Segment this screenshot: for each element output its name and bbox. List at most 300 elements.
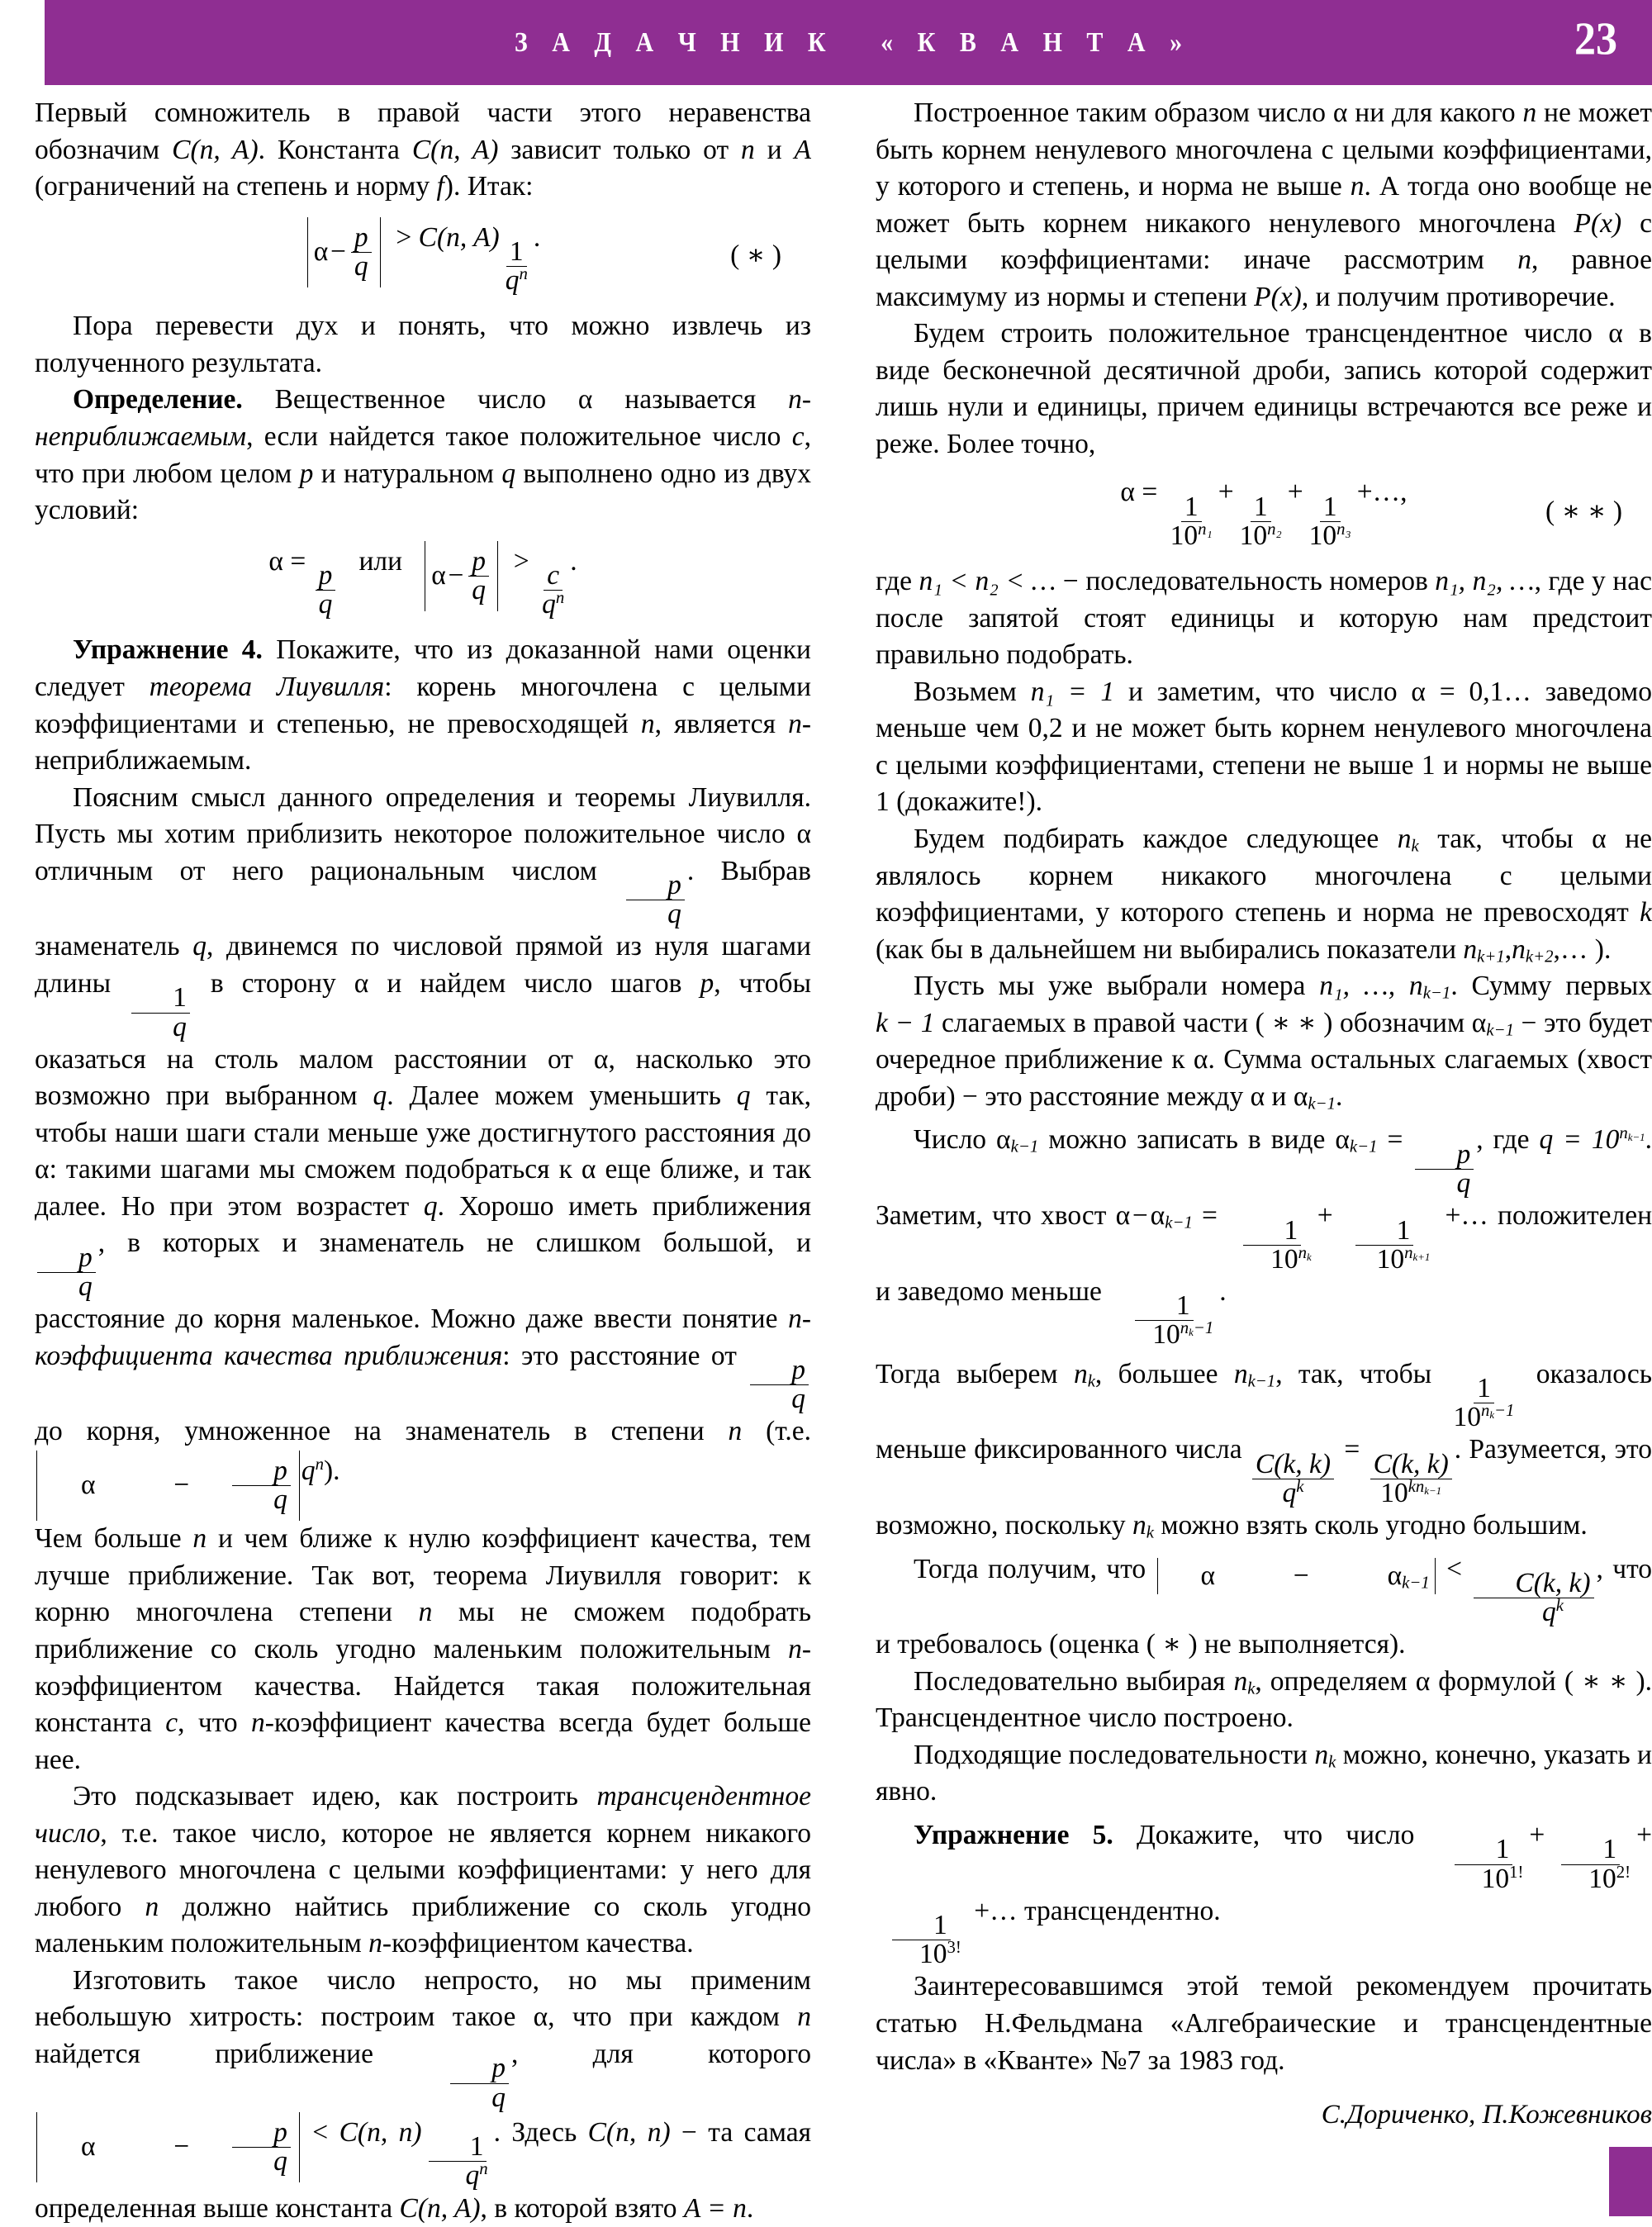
text-run: , большее (1094, 1358, 1234, 1389)
paragraph-take-n1 (876, 674, 1652, 821)
paragraph-catch-breath: Пора перевести дух и понять, что можно извлечь из полученного результата. (35, 311, 811, 378)
math-var-n: n (192, 1523, 207, 1555)
math-nk (1398, 824, 1419, 854)
text-run: Число (914, 1124, 997, 1156)
denominator: q (173, 1011, 187, 1042)
math-alpha-k-minus-1 (1335, 1124, 1377, 1155)
math-equals: = (290, 545, 306, 577)
math-var-q: q (373, 1080, 387, 1112)
paragraph-larger-n (35, 1521, 811, 1778)
text-run: . (1336, 1080, 1343, 1112)
math-sequence-list: n₁, n₂, … (1435, 566, 1535, 597)
den-base: 10 (1481, 1863, 1510, 1894)
math-alpha: α (1115, 1200, 1131, 1232)
math-alpha: α (1193, 1044, 1208, 1076)
exponent-subscript: k−1 (1627, 1132, 1645, 1144)
text-run: выполнено одно из двух условий: (35, 458, 812, 526)
numerator: C(k, k) (1252, 1451, 1334, 1479)
text-run: . А тогда оно вообще не может быть корнем никакого ненулевого многочлена (876, 171, 1652, 239)
exp-base: n (1180, 1318, 1189, 1338)
numerator: p (232, 2119, 291, 2148)
math-var-n: n (368, 1928, 382, 1959)
denominator: q (318, 589, 333, 620)
den-exponent: n₂ (1267, 519, 1282, 539)
paragraph-write-alpha-k (876, 1122, 1652, 1349)
text-run: так, чтобы (1418, 824, 1593, 855)
numerator: 1 (429, 2133, 487, 2162)
den-exponent (1298, 1243, 1312, 1262)
paragraph-build-decimal (876, 316, 1652, 463)
math-var-n: n (728, 1416, 743, 1447)
math-minus: − (448, 560, 464, 591)
text-run: − это будет очередное приближение к (876, 1007, 1652, 1076)
base: n (1314, 1739, 1329, 1770)
term-quality-coefficient: n-коэффициента качества приближения (35, 1303, 811, 1371)
denominator: q (667, 899, 681, 930)
spacer (876, 1350, 1652, 1356)
fraction-one-over-10nk-minus-1 (1450, 1372, 1517, 1433)
base: n (1233, 1358, 1248, 1389)
den-base: 10 (1170, 520, 1199, 552)
numerator: 1 (131, 984, 190, 1013)
text-run: и натуральном (313, 458, 502, 489)
math-equals: = (1202, 1200, 1218, 1232)
den-exponent (1481, 1401, 1515, 1420)
subscript: k (1328, 1752, 1336, 1772)
math-nk-plus-2 (1512, 934, 1553, 965)
den-exponent: n₃ (1336, 519, 1351, 539)
text-run: не выполняется). (1197, 1629, 1406, 1660)
text-run: и чем ближе к нулю коэффициент качества, тем лучше приближение. Так вот, теорема Лиувилля говорит: к корню многочлена степени (35, 1523, 811, 1628)
text-run: Будем подбирать каждое следующее (914, 824, 1398, 855)
abs-value-group (307, 217, 381, 287)
exp-minus-one: −1 (1494, 1400, 1515, 1420)
math-const-cna: C(n, A) (411, 134, 499, 165)
text-run: -коэффициентом качества. (382, 1928, 694, 1959)
base: n (1132, 1509, 1146, 1541)
text-run: . Здесь (493, 2116, 588, 2148)
numerator: p (468, 548, 489, 577)
math-const-cna: C(n, A) (172, 134, 259, 165)
math-var-n: n (1522, 97, 1537, 128)
denominator: q (273, 1484, 287, 1516)
paragraph-exercise-5 (876, 1817, 1652, 1968)
base: n₁, …, n (1319, 971, 1423, 1002)
base: n (1073, 1358, 1088, 1389)
base: n (1397, 824, 1412, 855)
equation-two-conditions-body (268, 545, 577, 620)
den-exponent: k (1555, 1595, 1564, 1615)
math-var-n: n (788, 708, 802, 739)
text-run: Изготовить такое число непросто, но мы применим небольшую хитрость: построим такое (35, 1964, 811, 2033)
text-run: в виде бесконечной десятичной дроби, запись которой содержит лишь нули и единицы, причем единицы встречаются все реже и реже. Более точно, (876, 318, 1652, 459)
math-alpha: α (577, 384, 593, 415)
text-run: : корень многочлена с целыми коэффициентами и степенью, не превосходящей (35, 671, 812, 739)
fraction-p-over-q (1415, 1138, 1474, 1199)
math-period: . (533, 221, 541, 253)
fraction-p-over-q (468, 545, 489, 605)
den-exponent: 1! (1509, 1862, 1524, 1882)
text-run: должно найтись приближение со сколь угодно маленьким положительным (35, 1891, 811, 1959)
text-run: , является (654, 708, 789, 739)
math-or-word: или (358, 545, 403, 577)
denominator: q (1456, 1167, 1471, 1199)
fraction-one-over-10n3 (1306, 493, 1355, 550)
text-run: ,… ). (1553, 933, 1612, 965)
paragraph-choose-nk (876, 1356, 1652, 1545)
text-run: в сторону (192, 967, 354, 999)
math-poly-px: P(x) (1574, 207, 1622, 239)
subscript: k−1 (1349, 1137, 1378, 1156)
text-run: , равное максимуму из нормы и степени (876, 245, 1652, 312)
fraction-one-over-10-1fact (1441, 1835, 1527, 1892)
subscript: k−1 (1165, 1213, 1193, 1232)
math-alpha-k-minus-1 (996, 1124, 1038, 1155)
math-alpha: α (1200, 1560, 1216, 1591)
text-run: и заметим, что число (1114, 676, 1412, 707)
abs-value-group (36, 2112, 300, 2182)
paragraph-explanation (35, 780, 811, 1522)
math-alpha-k-minus-1 (1350, 1558, 1430, 1595)
base: n (1512, 933, 1526, 965)
term-n-nepriblizhaemym: n-неприближаемым (35, 384, 811, 453)
math-greater: > (513, 545, 529, 577)
text-run: Построенное таким образом число (914, 97, 1333, 128)
numerator: p (450, 2054, 509, 2083)
page-body (0, 85, 1652, 2224)
fraction-ckk-over-10knk (1370, 1448, 1452, 1508)
exp-base: n (1404, 1242, 1413, 1262)
den-base: 10 (919, 1939, 947, 1970)
text-run: (т.е. (742, 1416, 811, 1447)
fraction-p-over-q (351, 221, 372, 282)
numerator: C(k, k) (1474, 1569, 1593, 1598)
den-base: q (1541, 1597, 1556, 1628)
math-alpha: α (1120, 477, 1135, 508)
math-plus: + (1529, 1819, 1545, 1850)
math-nk-plus-1 (1463, 934, 1504, 965)
numerator: 1 (892, 1911, 951, 1940)
text-run: Это подсказывает идею, как построить (73, 1781, 597, 1812)
exp-subscript: k (1307, 1251, 1312, 1263)
math-alpha: α (268, 545, 283, 577)
math-var-k: k (1640, 897, 1652, 928)
subscript: k (1146, 1522, 1154, 1542)
math-var-n: n (145, 1891, 159, 1922)
fraction-ckk-over-qk (1252, 1448, 1334, 1508)
text-run: -коэффициентом качества. Найдется такая положительная константа (35, 1634, 811, 1739)
math-const-cnn: C(n, n) (339, 2116, 422, 2148)
subscript: k+1 (1477, 947, 1505, 966)
math-var-f: f (436, 171, 444, 202)
authors-signature: С.Дориченко, П.Кожевников (1321, 2100, 1652, 2130)
math-alpha: α (1415, 1665, 1431, 1697)
spacer (876, 1545, 1652, 1551)
denominator (1229, 1242, 1315, 1275)
subscript: k (1087, 1371, 1095, 1391)
base: α (1387, 1560, 1403, 1591)
den-base: 10 (1588, 1863, 1616, 1894)
text-run: еще ближе, и так далее. Но при этом возрастет (35, 1154, 811, 1222)
numerator: C(k, k) (1370, 1451, 1452, 1479)
math-var-n: n (797, 2001, 811, 2033)
text-run: . (746, 2192, 754, 2224)
denominator: q (354, 250, 368, 282)
text-run: Покажите, что из доказанной нами оценки следует (35, 634, 811, 702)
numerator: 1 (1355, 1217, 1414, 1246)
base: n (1463, 933, 1478, 965)
term-liouville-theorem: теорема Лиувилля (149, 671, 385, 702)
text-run: (как бы в дальнейшем ни выбирались показатели (876, 933, 1464, 965)
math-alpha: α (81, 1470, 96, 1501)
math-nk (1132, 1510, 1154, 1541)
denominator (878, 1940, 965, 1968)
right-column (876, 95, 1652, 2134)
fraction-p-over-q (626, 871, 685, 928)
text-run: , насколько это возможно при выбранном (35, 1043, 811, 1112)
math-alpha: α (581, 1154, 596, 1185)
text-run: , что (178, 1707, 252, 1739)
text-run: , если найдется такое положительное число (246, 421, 792, 453)
text-run: . Трансцендентное число построено. (876, 1665, 1652, 1734)
equation-double-star-body (1120, 477, 1408, 552)
math-less: < (1446, 1553, 1463, 1584)
text-run: Подходящие последовательности (914, 1739, 1315, 1770)
den-base: 10 (1270, 1243, 1298, 1275)
math-tail-expression (1115, 1200, 1333, 1275)
den-base: 10 (1308, 520, 1337, 552)
page-number: 23 (1574, 13, 1617, 65)
subscript: k−1 (1308, 1094, 1336, 1114)
den-exponent (1180, 1318, 1214, 1337)
subscript: k−1 (1422, 983, 1451, 1003)
term-transcendental-number: трансцендентное число (35, 1781, 811, 1849)
paragraph-exercise-4 (35, 632, 811, 779)
math-less: < (312, 2116, 329, 2148)
math-ellipsis: +…, (1356, 477, 1408, 508)
math-A-equals-n: A = n (683, 2192, 747, 2224)
fraction-p-over-q (450, 2054, 509, 2111)
denominator (539, 588, 567, 620)
text-run: , и получим противоречие. (1301, 281, 1616, 312)
math-equals: = (1142, 477, 1158, 508)
math-var-n: n (1517, 245, 1531, 276)
numerator: 1 (1455, 1835, 1513, 1864)
spacer (876, 1811, 1652, 1817)
base: α (1335, 1124, 1350, 1156)
text-run: ни для какого (1347, 97, 1523, 128)
section-title: З А Д А Ч Н И К « К В А Н Т А » (514, 26, 1192, 58)
text-run: обозначим (1332, 1007, 1472, 1038)
den-exponent: n (479, 2159, 488, 2179)
exercise-4-label: Упражнение 4. (73, 634, 263, 666)
math-nk (1314, 1740, 1336, 1770)
fraction-one-over-qn (425, 2133, 491, 2190)
reference-tag-star: ( ∗ ) (1146, 1629, 1198, 1660)
den-base: 10 (1380, 1477, 1408, 1508)
math-relation: > (396, 221, 412, 253)
text-run: не может быть корнем ненулевого многочлена с целыми коэффициентами, у которого и степень, и норма не выше (876, 97, 1652, 202)
subscript: k (1411, 836, 1419, 856)
math-minus: − (173, 2131, 190, 2163)
denominator (1111, 1318, 1217, 1351)
denominator: q (273, 2145, 287, 2177)
paragraph-transcendental-idea (35, 1778, 811, 1963)
reference-tag-double-star: ( ∗ ∗ ) (1255, 1007, 1333, 1038)
text-run: можно, конечно, указать и явно. (876, 1739, 1652, 1807)
text-run: Чем больше (35, 1523, 193, 1555)
math-plus: + (1218, 477, 1234, 508)
spacer (876, 1115, 1652, 1122)
exercise-5-label: Упражнение 5. (914, 1819, 1113, 1850)
text-run: и не может быть корнем ненулевого многочлена с целыми коэффициентами, степени не выше 1 и нормы не выше 1 (докажите!). (876, 713, 1652, 818)
abs-value-group (425, 541, 498, 611)
math-minus: − (173, 1470, 190, 1501)
numerator: 1 (1243, 1217, 1302, 1246)
math-nk (1074, 1359, 1095, 1389)
numerator: p (351, 224, 372, 253)
denominator (1547, 1862, 1634, 1894)
text-run: и (1265, 1080, 1294, 1112)
subscript: k−1 (1010, 1137, 1039, 1156)
denominator: q (791, 1384, 805, 1415)
math-var-c: c (165, 1707, 178, 1739)
text-run: формулой (1430, 1665, 1564, 1697)
math-q-equals-10-pow (1540, 1124, 1645, 1155)
text-run: Первый сомножитель в правой части этого неравенства обозначим (35, 97, 811, 165)
text-run: . Сумма остальных слагаемых (хвост дроби) − это расстояние между (876, 1044, 1652, 1112)
fraction-one-over-10nk (1229, 1214, 1315, 1275)
exponent (1619, 1123, 1645, 1142)
text-run: Поясним смысл данного определения и теоремы Лиувилля. Пусть мы хотим приблизить некоторое положительное число (35, 781, 811, 850)
text-run: , чтобы оказаться на столь малом расстоянии от (35, 967, 811, 1075)
math-var-q: q (192, 931, 206, 962)
text-run: , что при любом целом (35, 421, 811, 489)
text-run: слагаемых в правой части (934, 1007, 1256, 1038)
den-exponent: n₁ (1198, 519, 1213, 539)
exp-subscript: k (1189, 1327, 1194, 1339)
text-run: , что и требовалось (оценка (876, 1553, 1652, 1660)
text-run: , так, чтобы (1275, 1358, 1448, 1389)
math-plus: + (1317, 1200, 1333, 1232)
fraction-one-over-10nk-minus-1 (1111, 1292, 1217, 1349)
paragraph-construction-trick (35, 1963, 811, 2227)
fraction-one-over-10n1 (1167, 493, 1216, 550)
text-run: Последовательно выбирая (914, 1665, 1234, 1697)
denominator (1336, 1242, 1434, 1275)
denominator (1237, 519, 1285, 552)
math-var-q: q (736, 1080, 751, 1112)
math-var-c: c (791, 421, 805, 453)
den-exponent (1408, 1477, 1441, 1496)
text-run: с целыми коэффициентами: иначе рассмотрим (876, 207, 1652, 276)
subscript: k−1 (1486, 1020, 1514, 1040)
math-alpha: α (1250, 1080, 1265, 1112)
left-column (35, 95, 811, 2227)
math-alpha: α (593, 1043, 609, 1075)
fraction-p-over-q (37, 1244, 96, 1301)
text-run: -коэффициент качества всегда будет больше нее. (35, 1707, 812, 1775)
running-head-bar (45, 0, 1652, 85)
text-run: Возьмем (914, 676, 1031, 707)
text-run: − последовательность номеров (1056, 566, 1436, 597)
numerator: 1 (1135, 1292, 1194, 1321)
text-run: ). Итак: (444, 171, 534, 202)
math-n-sequence (1319, 971, 1450, 1001)
fraction-p-over-q (232, 1457, 291, 1514)
text-run: отличным от него рациональным числом (35, 855, 624, 886)
subscript: k (1247, 1679, 1256, 1698)
fraction-p-over-q (750, 1356, 809, 1413)
math-poly-px: P(x) (1254, 281, 1302, 312)
text-run: . Далее можем уменьшить (387, 1080, 737, 1112)
text-run: . Разумеется, это возможно, поскольку (876, 1434, 1652, 1541)
math-var-n: n (741, 134, 755, 165)
reference-tag-double-star: ( ∗ ∗ ) (1564, 1665, 1645, 1697)
text-run: зависит только от (498, 134, 742, 165)
math-var-p: p (299, 458, 314, 489)
math-alpha: α (35, 1154, 50, 1185)
text-run: ). (323, 1455, 340, 1486)
math-minus: − (1293, 1560, 1309, 1591)
math-value-0-2: 0,2 (1028, 713, 1063, 744)
numerator: 1 (1181, 493, 1202, 522)
fraction-one-over-10nk1 (1336, 1214, 1434, 1275)
paragraph-first-factor (35, 95, 811, 206)
paragraph-then-obtain (876, 1551, 1652, 1664)
math-period: . (570, 545, 577, 577)
text-run: и (754, 134, 795, 165)
math-var-n: n (640, 708, 655, 739)
denominator: q (472, 574, 487, 605)
paragraph-sequential-choice (876, 1664, 1652, 1737)
exp-base: n (1298, 1242, 1307, 1262)
text-run: Докажите, что число (1113, 1819, 1438, 1850)
denominator (1441, 1862, 1527, 1894)
denominator (1377, 1476, 1445, 1508)
text-run: найдется приближение (35, 2039, 449, 2070)
paragraph-constructed-number (876, 95, 1652, 316)
subscript: k+2 (1525, 947, 1554, 966)
math-q-power (301, 1455, 324, 1486)
text-run: , в которых и знаменатель не слишком большой, и расстояние до корня маленькое. Можно даже ввести понятие (35, 1227, 811, 1335)
text-run: -неприближаемым. (35, 708, 812, 776)
text-run: − та самая определенная выше константа (35, 2116, 812, 2224)
math-alpha: α (354, 967, 369, 999)
math-var-q: q (423, 1190, 438, 1222)
math-const-cnn: C(n, n) (587, 2116, 671, 2148)
text-run: , двинемся по числовой прямой из нуля шагами длины (35, 931, 811, 999)
numerator: c (544, 562, 563, 591)
base: α (1293, 1080, 1308, 1112)
paragraph-already-chosen (876, 968, 1652, 1115)
den-base: q (465, 2160, 480, 2191)
math-alpha: α (313, 236, 329, 268)
text-run: Вещественное число (242, 384, 578, 415)
text-run: , т.е. такое число, которое не является корнем никакого ненулевого многочлена с целыми коэффициентами: у него для любого (35, 1817, 811, 1922)
denominator (1167, 519, 1216, 552)
fraction-one-over-q (131, 984, 190, 1041)
text-run: так, чтобы наши шаги стали меньше уже достигнутого расстояния до (35, 1080, 811, 1148)
abs-value-group (1157, 1558, 1436, 1595)
numerator: p (750, 1356, 809, 1385)
numerator: p (1415, 1141, 1474, 1170)
math-var-p: p (700, 967, 714, 999)
subscript: k−1 (1247, 1371, 1276, 1391)
base: α (996, 1124, 1011, 1156)
den-base: 10 (1376, 1243, 1405, 1275)
numerator: p (316, 562, 336, 591)
